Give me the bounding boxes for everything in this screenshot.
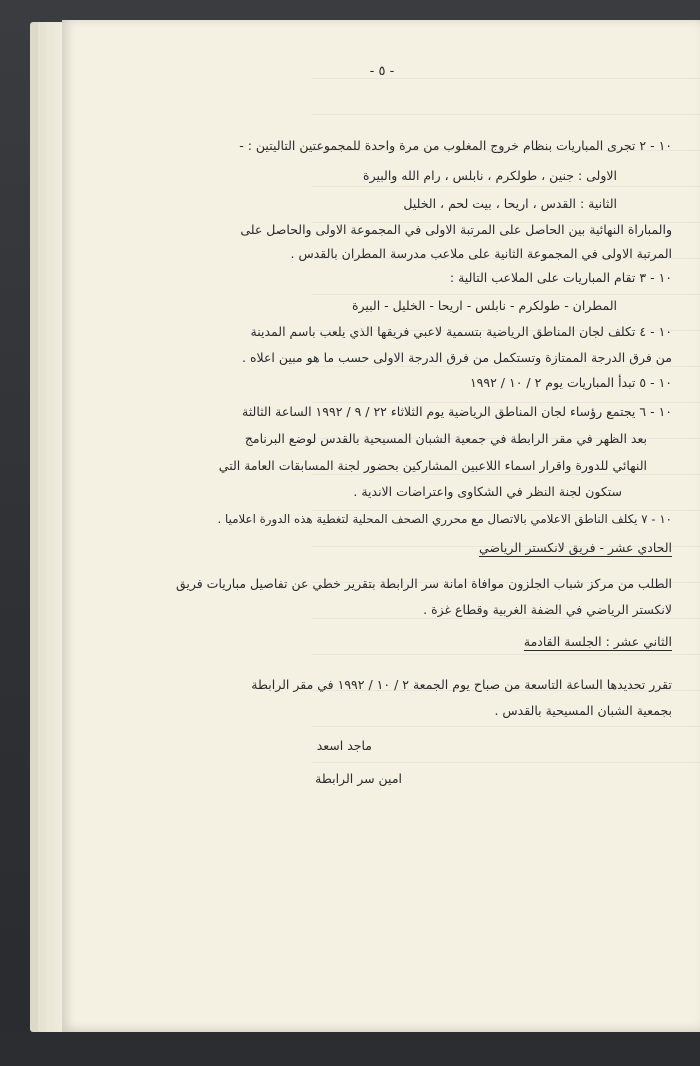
document-body — [62, 20, 700, 1032]
group-two-line: الثانية : القدس ، اريحا ، بيت لحم ، الخليل — [403, 196, 617, 211]
clause-10-6-line-3: النهائي للدورة واقرار اسماء اللاعبين المشاركين بحضور لجنة المسابقات العامة التي — [218, 458, 647, 473]
clause-10-6-line-4: ستكون لجنة النظر في الشكاوى واعتراضات الاندية . — [353, 484, 622, 499]
clause-10-6-line-2: بعد الظهر في مقر الرابطة في جمعية الشبان المسيحية بالقدس لوضع البرنامج — [244, 431, 647, 446]
group-one-line: الاولى : جنين ، طولكرم ، نابلس ، رام الله والبيرة — [363, 168, 617, 183]
final-match-venue-line: المرتبة الاولى في المجموعة الثانية على ملاعب مدرسة المطران بالقدس . — [290, 246, 672, 261]
clause-10-5: ١٠ - ٥ تبدأ المباريات يوم ٢ / ١٠ / ١٩٩٢ — [469, 375, 672, 390]
section-twelve-heading: الثاني عشر : الجلسة القادمة — [523, 634, 672, 649]
section-eleven-heading: الحادي عشر - فريق لانكستر الرياضي — [479, 540, 672, 555]
scanner-bottom-edge — [0, 1032, 700, 1066]
clause-10-3: ١٠ - ٣ تقام المباريات على الملاعب التالية : — [449, 270, 672, 285]
signatory-title: امين سر الرابطة — [315, 771, 402, 786]
clause-10-6: ١٠ - ٦ يجتمع رؤساء لجان المناطق الرياضية يوم الثلاثاء ٢٢ / ٩ / ١٩٩٢ الساعة الثالثة — [242, 404, 672, 419]
clause-10-4-continuation: من فرق الدرجة الممتازة وتستكمل من فرق الدرجة الاولى حسب ما هو مبين اعلاه . — [242, 350, 672, 365]
section-twelve-body-1: تقرر تحديدها الساعة التاسعة من صباح يوم الجمعة ٢ / ١٠ / ١٩٩٢ في مقر الرابطة — [251, 677, 672, 692]
clause-10-7: ١٠ - ٧ يكلف الناطق الاعلامي بالاتصال مع محرري الصحف المحلية لتغطية هذه الدورة اعلاميا . — [217, 512, 672, 526]
clause-10-4: ١٠ - ٤ تكلف لجان المناطق الرياضية بتسمية لاعبي فريقها الذي يلعب باسم المدينة — [250, 324, 672, 339]
section-eleven-body-2: لانكستر الرياضي في الضفة الغربية وقطاع غزة . — [423, 602, 672, 617]
signatory-name: ماجد اسعد — [316, 738, 372, 753]
final-match-line: والمباراة النهائية بين الحاصل على المرتبة الاولى في المجموعة الاولى والحاصل على — [240, 222, 672, 237]
section-eleven-body-1: الطلب من مركز شباب الجلزون موافاة امانة سر الرابطة بتقرير خطي عن تفاصيل مباريات فريق — [175, 576, 672, 591]
page-number: - ٥ - — [369, 64, 395, 79]
section-twelve-body-2: بجمعية الشبان المسيحية بالقدس . — [494, 703, 672, 718]
clause-10-2: ١٠ - ٢ تجرى المباريات بنظام خروج المغلوب من مرة واحدة للمجموعتين التاليتين : - — [239, 138, 672, 153]
stadiums-list: المطران - طولكرم - نابلس - اريحا - الخليل - البيرة — [351, 298, 617, 313]
